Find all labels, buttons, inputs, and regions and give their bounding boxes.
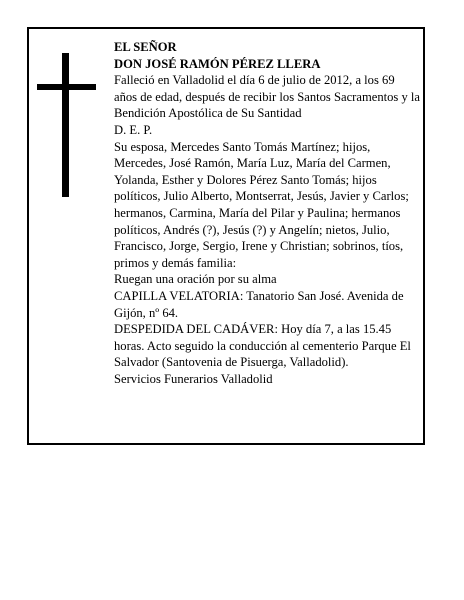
- prayer-request: Ruegan una oración por su alma: [114, 272, 277, 287]
- title-honorific: EL SEÑOR: [114, 40, 177, 54]
- family-list: Su esposa, Mercedes Santo Tomás Martínez; hijos, Mercedes, José Ramón, María Luz, María del Carmen, Yolanda, Esther y Dolores Pérez Santo Tomás; hijos políticos, Julio Alberto, Montserrat, Jesús, Javier y Carlos; hermanos, Carmina, María del Pilar y Paulina; hermanos políticos, Andrés (?), Jesús (?) y Angelín; nietos, Julio, Francisco, Jorge, Sergio, Irene y Christian; sobrinos, tíos, primos y demás familia:: [114, 139, 409, 270]
- wake-chapel: CAPILLA VELATORIA: Tanatorio San José. Avenida de Gijón, nº 64.: [114, 288, 404, 320]
- obituary-text: [114, 39, 420, 387]
- funeral-departure: DESPEDIDA DEL CADÁVER: Hoy día 7, a las 15.45 horas. Acto seguido la conducción al cementerio Parque El Salvador (Santovenia de Pisuerga, Valladolid).: [114, 322, 411, 370]
- dep-line: D. E. P.: [114, 122, 153, 137]
- funeral-services: Servicios Funerarios Valladolid: [114, 371, 273, 386]
- deceased-name: DON JOSÉ RAMÓN PÉREZ LLERA: [114, 56, 321, 71]
- cross-icon: [62, 53, 69, 197]
- death-announcement: Falleció en Valladolid el día 6 de julio de 2012, a los 69 años de edad, después de recibir los Santos Sacramentos y la Bendición Apostólica de Su Santidad: [114, 73, 421, 121]
- cross-icon-crossbar: [37, 84, 96, 90]
